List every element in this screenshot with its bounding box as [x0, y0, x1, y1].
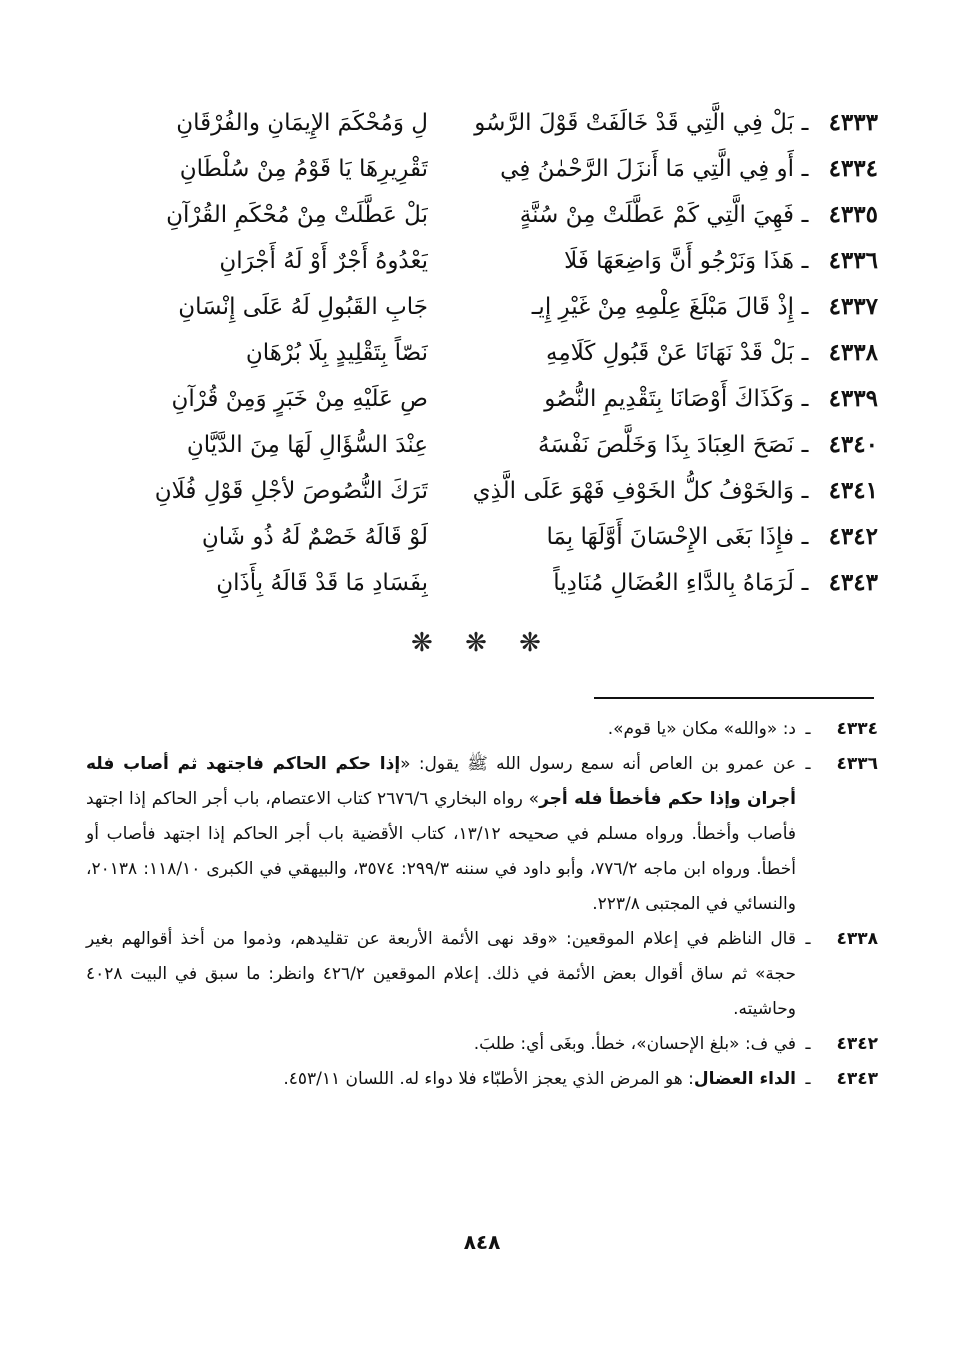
verse-number: ٤٣٣٦	[828, 247, 878, 274]
section-separator: ❋ ❋ ❋	[411, 628, 553, 658]
verse-number: ٤٣٣٧	[828, 293, 878, 320]
footnote-number: ٤٣٤٢	[836, 1034, 878, 1054]
verse-number: ٤٣٤٢	[828, 523, 878, 550]
verse-dash: ـ	[801, 524, 809, 550]
verse-line	[78, 560, 878, 606]
footnote-text: د: «والله» مكان «يا قوم».	[607, 719, 796, 739]
verse-line	[78, 284, 878, 330]
verse-number: ٤٣٣٤	[828, 155, 878, 182]
hadith-text: إذا حكم الحاكم فاجتهد ثم أصاب فله أجران وإذا حكم فأخطأ فله أجر	[86, 754, 796, 809]
footnote-number: ٤٣٤٣	[836, 1069, 878, 1089]
verse-second-hemistich: لِ وَمُحْكَمَ الإِيمَانِ والفُرْقَانِ	[176, 110, 428, 136]
verse-first-hemistich: لَرَمَاهُ بِالدَّاءِ العُضَالِ مُنَادِياً	[553, 570, 794, 596]
footnote-text: في ف: «بلغ الإحسان»، خطأ. وبغَى أي: طلبَ.	[473, 1034, 796, 1054]
footnote: ٤٣٣٨ ـ قال الناظم في إعلام الموقعين: «وقد نهى الأئمة الأربعة عن تقليدهم، وذموا من أخذ أقوالهم بغير حجة» ثم ساق أقوال بعض الأئمة في ذلك. إعلام الموقعين ٤٢٦/٢ وانظر: ما سبق في البيت ٤٠٢٨ وحاشيته.	[86, 922, 878, 1027]
verse-second-hemistich: يَعْدُوهُ أَجْرٌ أَوْ لَهُ أَجْرَانِ	[219, 248, 428, 274]
verse-dash: ـ	[801, 156, 809, 182]
verse-first-hemistich: وَالخَوْفُ كلُّ الخَوْفِ فَهْوَ عَلَى الَّذِي	[472, 478, 794, 504]
verse-first-hemistich: نَصَحَ العِبَادَ بِذَا وَخَلَّصَ نَفْسَهُ	[538, 432, 794, 458]
footnote-number: ٤٣٣٨	[836, 929, 878, 949]
verse-second-hemistich: لَوْ قَالَهُ خَصْمٌ لَهُ ذُو شَانِ	[201, 524, 428, 550]
page-number: ٨٤٨	[463, 1230, 501, 1254]
verse-second-hemistich: عِنْدَ السُّؤَالِ لَهَا مِنَ الدَّيَّانِ	[186, 432, 428, 458]
verse-line	[78, 376, 878, 422]
verse-second-hemistich: جَابِ القَبُولِ لَهُ عَلَى إِنْسَانِ	[178, 294, 428, 320]
verse-number: ٤٣٣٣	[828, 109, 878, 136]
verses-block	[78, 100, 878, 606]
footnote-text: قال الناظم في إعلام الموقعين: «وقد نهى الأئمة الأربعة عن تقليدهم، وذموا من أخذ أقوالهم بغير حجة» ثم ساق أقوال بعض الأئمة في ذلك. إعلام الموقعين ٤٢٦/٢ وانظر: ما سبق في البيت ٤٠٢٨ وحاشيته.	[86, 929, 796, 1019]
defined-term: الداء العضال	[693, 1069, 796, 1089]
verse-first-hemistich: فإِذَا بَغَى الإِحْسَانَ أَوَّلَهَا بِمَا	[546, 524, 794, 550]
footnote-number: ٤٣٣٦	[836, 754, 878, 774]
verse-dash: ـ	[801, 110, 809, 136]
verse-first-hemistich: بَلْ قَدْ نَهَانَا عَنْ قَبُولِ كَلَامِهِ	[546, 340, 794, 366]
footnote: ٤٣٤٢ ـ في ف: «بلغ الإحسان»، خطأ. وبغَى أي: طلبَ.	[86, 1027, 878, 1062]
verse-dash: ـ	[801, 340, 809, 366]
verse-dash: ـ	[801, 386, 809, 412]
verse-number: ٤٣٤٣	[828, 569, 878, 596]
verse-first-hemistich: فَهِيَ الَّتِي كَمْ عَطَّلَتْ مِنْ سُنَّةٍ	[519, 202, 794, 228]
verse-number: ٤٣٣٨	[828, 339, 878, 366]
verse-first-hemistich: إِذْ قَالَ مَبْلَغَ عِلْمِهِ مِنْ غَيْرِ إِيـ	[531, 294, 794, 320]
footnote-rule	[594, 697, 874, 699]
footnote-text: الداء العضال: هو المرض الذي يعجز الأطبّاء فلا دواء له. اللسان ٤٥٣/١١.	[283, 1069, 796, 1089]
verse-first-hemistich: أَو فِي الَّتِي مَا أَنزَلَ الرَّحْمٰنُ فِي	[500, 156, 794, 182]
verse-dash: ـ	[801, 570, 809, 596]
verse-first-hemistich: بَلْ فِي الَّتِي قَدْ خَالَفَتْ قَوْلَ الرَّسُو	[474, 110, 794, 136]
verse-second-hemistich: بِفَسَادِ مَا قَدْ قَالَهُ بِأَذَانِ	[216, 570, 428, 596]
verse-dash: ـ	[801, 432, 809, 458]
verse-first-hemistich: هَذَا وَنَرْجُو أَنَّ وَاضِعَهَا فَلَا	[564, 248, 794, 274]
verse-line	[78, 100, 878, 146]
verse-dash: ـ	[801, 248, 809, 274]
verse-number: ٤٣٤١	[828, 477, 878, 504]
verse-first-hemistich: وَكَذَاكَ أَوْصَانَا بِتَقْدِيمِ النُّصُو	[544, 386, 794, 412]
verse-line	[78, 514, 878, 560]
verse-second-hemistich: صِ عَلَيْهِ مِنْ خَبَرٍ وَمِنْ قُرْآنِ	[171, 386, 428, 412]
footnote-text: عن عمرو بن العاص أنه سمع رسول الله ﷺ يقول: «إذا حكم الحاكم فاجتهد ثم أصاب فله أجران وإذا حكم فأخطأ فله أجر» رواه البخاري ٢٦٧٦/٦ كتاب الاعتصام، باب أجر الحاكم إذا اجتهد فأصاب وأخطأ. ورواه مسلم في صحيحه ١٣/١٢، كتاب الأقضية باب أجر الحاكم إذا اجتهد فأصاب أو أخطأ. ورواه ابن ماجه ٧٧٦/٢، وأبو داود في سننه ٢٩٩/٣: ٣٥٧٤، والبيهقي في الكبرى ١١٨/١٠: ٢٠١٣٨، والنسائي في المجتبى ٢٢٣/٨.	[86, 754, 797, 914]
verse-second-hemistich: تَقْرِيرِهَا يَا قَوْمُ مِنْ سُلْطَانِ	[179, 156, 428, 182]
verse-second-hemistich: تَرَكَ النُّصُوصَ لأجْلِ قَوْلِ فُلَانِ	[154, 478, 428, 504]
footnote-number: ٤٣٣٤	[836, 719, 878, 739]
verse-line	[78, 238, 878, 284]
footnote: ٤٣٣٤ ـ د: «والله» مكان «يا قوم».	[86, 712, 878, 747]
verse-line	[78, 468, 878, 514]
verse-second-hemistich: بَلْ عَطَّلَتْ مِنْ مُحْكَمِ القُرْآنِ	[166, 202, 428, 228]
verse-second-hemistich: نَصّاً بِتَقْلِيدٍ بِلَا بُرْهَانِ	[245, 340, 428, 366]
verse-number: ٤٣٣٥	[828, 201, 878, 228]
footnote: ٤٣٣٦ ـ عن عمرو بن العاص أنه سمع رسول الله ﷺ يقول: «إذا حكم الحاكم فاجتهد ثم أصاب فله أجران وإذا حكم فأخطأ فله أجر» رواه البخاري ٢٦٧٦/٦ كتاب الاعتصام، باب أجر الحاكم إذا اجتهد فأصاب وأخطأ. ورواه مسلم في صحيحه ١٣/١٢، كتاب الأقضية باب أجر الحاكم إذا اجتهد فأصاب أو أخطأ. ورواه ابن ماجه ٧٧٦/٢، وأبو داود في سننه ٢٩٩/٣: ٣٥٧٤، والبيهقي في الكبرى ١١٨/١٠: ٢٠١٣٨، والنسائي في المجتبى ٢٢٣/٨.	[86, 747, 878, 922]
footnote: ٤٣٤٣ ـ الداء العضال: هو المرض الذي يعجز الأطبّاء فلا دواء له. اللسان ٤٥٣/١١.	[86, 1062, 878, 1097]
verse-dash: ـ	[801, 294, 809, 320]
verse-line	[78, 192, 878, 238]
verse-dash: ـ	[801, 478, 809, 504]
footnotes-block	[86, 712, 878, 1097]
verse-number: ٤٣٣٩	[828, 385, 878, 412]
verse-line	[78, 146, 878, 192]
verse-line	[78, 422, 878, 468]
verse-line	[78, 330, 878, 376]
verse-dash: ـ	[801, 202, 809, 228]
verse-number: ٤٣٤٠	[828, 431, 878, 458]
